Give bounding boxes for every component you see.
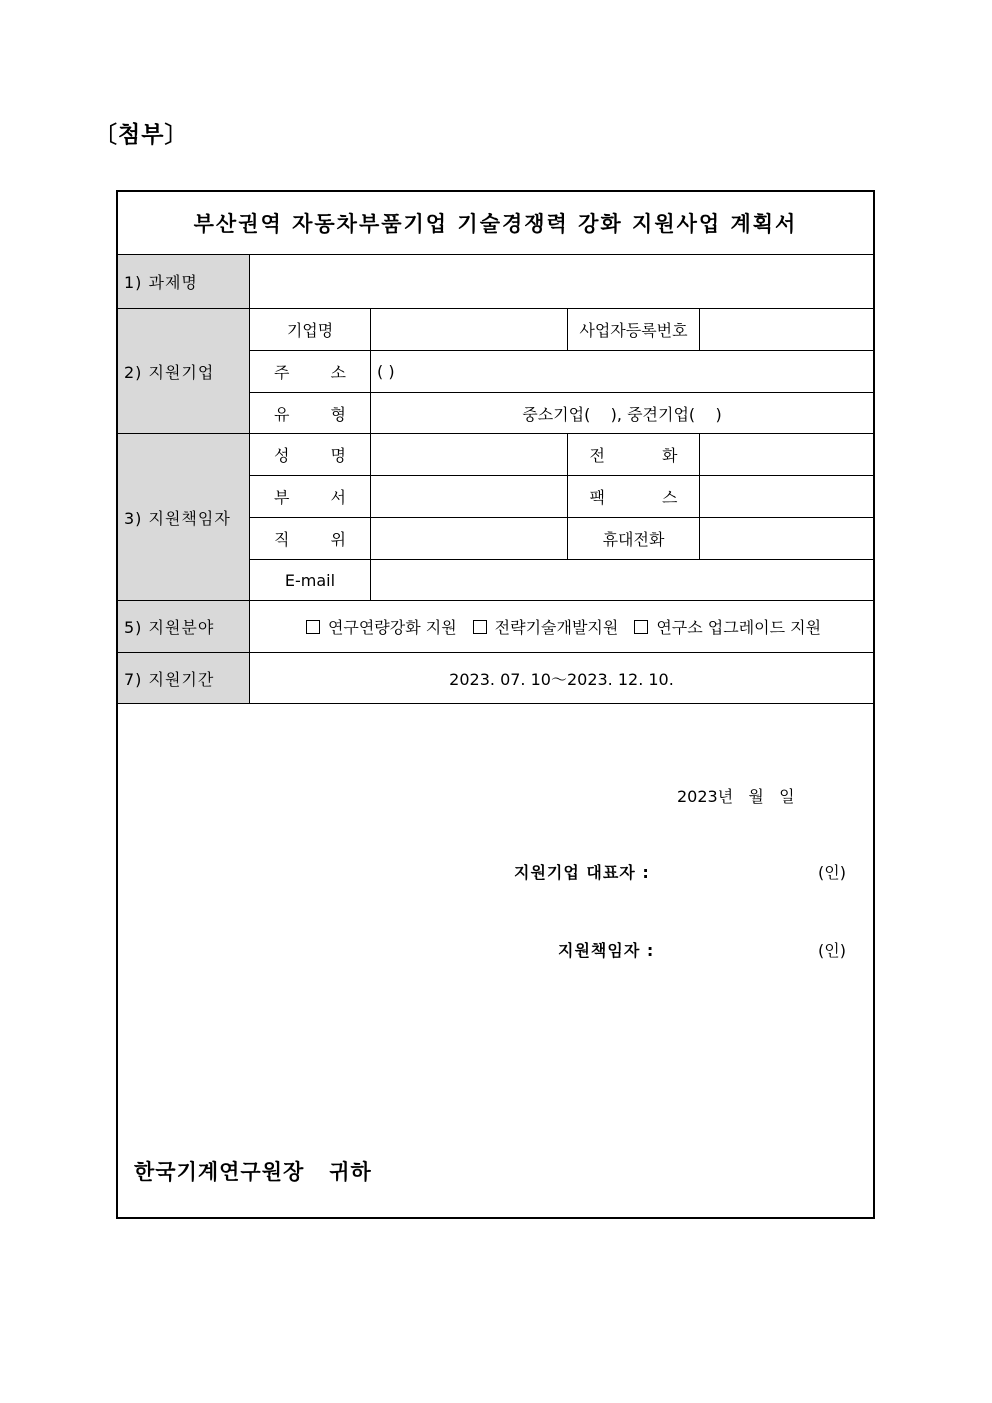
address-field[interactable]: ( ) xyxy=(377,362,395,381)
manager-sign-label: 지원책임자 : xyxy=(558,941,655,960)
mobile-field[interactable] xyxy=(700,518,873,559)
submission-date: 2023년 월 일 xyxy=(677,787,795,806)
option-label: 전략기술개발지원 xyxy=(494,618,619,637)
application-form xyxy=(116,190,875,1219)
email-field[interactable] xyxy=(371,560,873,600)
company-section-label: 2) 지원기업 xyxy=(118,309,249,433)
company-name-label: 기업명 xyxy=(286,321,334,340)
checkbox-icon[interactable] xyxy=(473,620,487,634)
option-label: 연구연량강화 지원 xyxy=(327,618,457,637)
checkbox-icon[interactable] xyxy=(634,620,648,634)
manager-section-label: 3) 지원책임자 xyxy=(118,434,249,600)
mobile-label: 휴대전화 xyxy=(602,530,665,549)
option-label: 연구소 업그레이드 지원 xyxy=(656,618,822,637)
business-reg-no-label: 사업자등록번호 xyxy=(579,321,688,340)
manager-name-field[interactable] xyxy=(371,434,567,475)
project-name-label: 1) 과제명 xyxy=(118,255,249,308)
email-label: E-mail xyxy=(284,570,336,590)
address-label: 주 소 xyxy=(274,363,364,382)
fax-label: 팩 스 xyxy=(589,488,704,507)
company-type-label: 유 형 xyxy=(274,404,364,424)
business-reg-no-field[interactable] xyxy=(700,309,873,350)
position-field[interactable] xyxy=(371,518,567,559)
phone-label: 전 화 xyxy=(589,446,704,465)
support-field-options xyxy=(250,601,873,652)
manager-name-label: 성 명 xyxy=(274,446,364,465)
option-research-capacity[interactable] xyxy=(296,615,457,638)
position-label: 직 위 xyxy=(274,530,364,549)
company-type-field[interactable]: 중소기업( ), 중견기업( ) xyxy=(522,404,722,424)
support-period-label: 7) 지원기간 xyxy=(118,653,249,703)
manager-seal: (인) xyxy=(818,941,846,960)
support-field-label: 5) 지원분야 xyxy=(118,601,249,652)
recipient: 한국기계연구원장 귀하 xyxy=(134,1160,372,1184)
department-label: 부 서 xyxy=(274,488,364,507)
company-name-field[interactable] xyxy=(371,309,567,350)
checkbox-icon[interactable] xyxy=(306,620,320,634)
option-strategic-tech[interactable] xyxy=(463,615,619,638)
representative-label: 지원기업 대표자 : xyxy=(514,863,650,882)
department-field[interactable] xyxy=(371,476,567,517)
attachment-label: 〔첨부〕 xyxy=(94,122,189,148)
representative-seal: (인) xyxy=(818,863,846,882)
support-period-value: 2023. 07. 10～2023. 12. 10. xyxy=(449,669,674,689)
fax-field[interactable] xyxy=(700,476,873,517)
phone-field[interactable] xyxy=(700,434,873,475)
form-title: 부산권역 자동차부품기업 기술경쟁력 강화 지원사업 계획서 xyxy=(193,212,798,236)
option-lab-upgrade[interactable] xyxy=(624,615,821,638)
project-name-field[interactable] xyxy=(250,255,873,308)
